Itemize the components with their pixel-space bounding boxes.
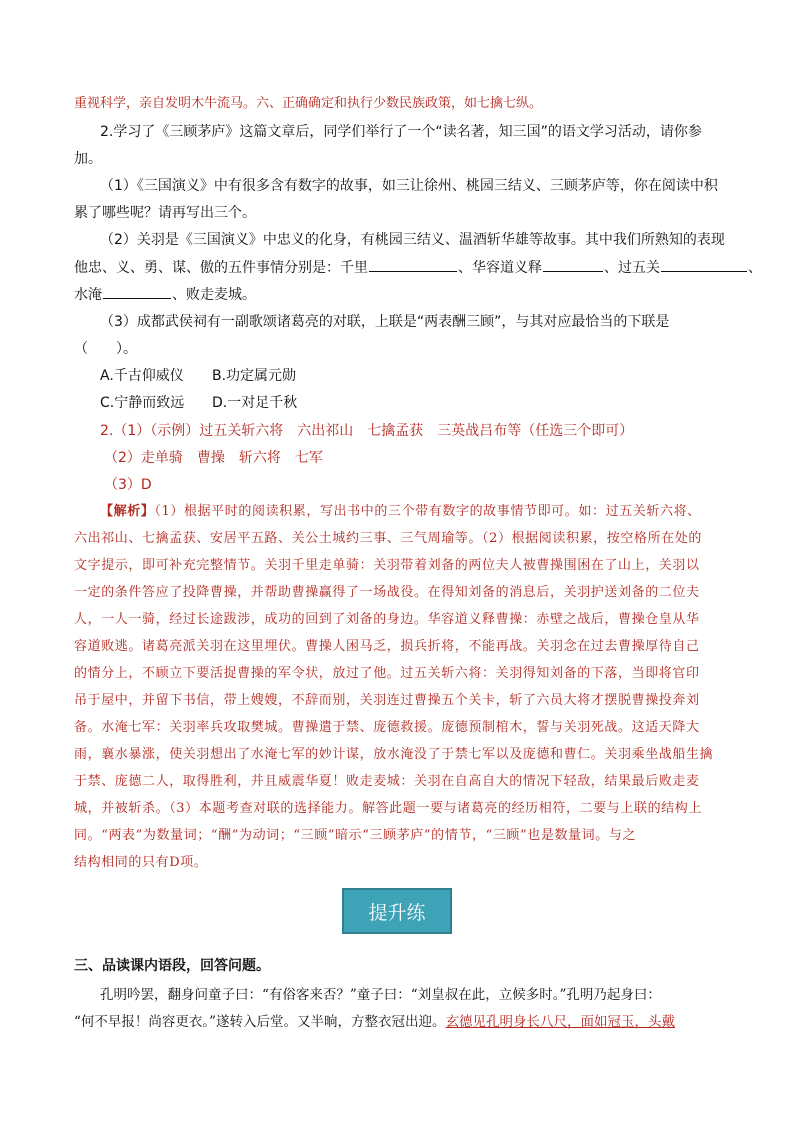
answer-blank-2[interactable] [543,257,603,272]
analysis-line-1 [100,502,701,521]
analysis-line: 于禁、庞德二人，取得胜利，并且威震华夏！败走麦城：关羽在自高自大的情况下轻敌，结果最后败走麦 [74,774,700,789]
q2-intro-line-1: 2.学习了《三顾茅庐》这篇文章后，同学们举行了一个“读名著，知三国”的语文学习活动，请你参 [100,124,702,140]
q2-part2-text-d: 水淹 [74,287,102,303]
q2-part2-text-a: 他忠、义、勇、谋、傲的五件事情分别是：千里 [74,260,368,276]
q2-intro-line-2: 加。 [74,151,102,167]
answer-line-2: （2）走单骑 曹操 斩六将 七军 [104,450,323,466]
q2-part2-text-e: 、败走麦城。 [172,287,256,303]
q2-part3-line-2: （ ）。 [74,341,137,357]
passage-text: “何不早报！尚容更衣。”遂转入后堂。又半晌，方整衣冠出迎。 [74,1014,446,1030]
analysis-line: 同。“两表”为数量词；“酬”为动词；“三顾”暗示“三顾茅庐”的情节，“三顾”也是数量词。与之 [74,828,637,843]
passage-line-1: 孔明吟罢，翻身问童子曰：“有俗客来否？”童子曰：“刘皇叔在此，立候多时。”孔明乃起身曰： [100,987,661,1003]
analysis-line: 吊于屋中，并留下书信，带上嫂嫂，不辞而别，关羽连过曹操五个关卡，斩了六员大将才摆脱曹操投奔刘 [74,693,700,708]
analysis-line: 一定的条件答应了投降曹操，并帮助曹操赢得了一场战役。在得知刘备的消息后，关羽护送刘备的二位夫 [74,585,700,600]
analysis-line: 六出祁山、七擒孟获、安居平五路、关公土城约三事、三气周瑜等。（2）根据阅读积累，按空格所在处的 [74,531,702,546]
q2-part2-text-c: 、过五关 [604,260,660,276]
analysis-line: 城，并被斩杀。（3）本题考查对联的选择能力。解答此题一要与诸葛亮的经历相符，二要与上联的结构上 [74,801,702,816]
analysis-line: 备。水淹七军：关羽率兵攻取樊城。曹操遣于禁、庞德救援。庞德预制棺木，誓与关羽死战。这适天降大 [74,720,700,735]
q2-part1-line-2: 累了哪些呢？请再写出三个。 [74,205,256,221]
q2-part2-line-2 [74,257,762,278]
section-3-title: 三、品读课内语段，回答问题。 [74,958,270,974]
analysis-text: （1）根据平时的阅读积累，写出书中的三个带有数字的故事情节即可。如：过五关斩六将、 [154,504,701,519]
option-b: B.功定属元勋 [212,368,297,384]
analysis-line: 雨，襄水暴涨，使关羽想出了水淹七军的妙计谋，放水淹没了于禁七军以及庞德和曹仁。关羽乘坐战船生擒 [74,747,714,762]
answer-blank-3[interactable] [661,257,747,272]
analysis-line: 人，一人一骑，经过长途跋涉，成功的回到了刘备的身边。华容道义释曹操：赤壁之战后，曹操仓皇从华 [74,612,700,627]
option-c: C.宁静而致远 [100,395,185,411]
analysis-line: 的情分上，不顾立下要活捉曹操的军令状，放过了他。过五关斩六将：关羽得知刘备的下落，当即将官印 [74,666,700,681]
q2-part2-line-1: （2）关羽是《三国演义》中忠义的化身，有桃园三结义、温酒斩华雄等故事。其中我们所熟知的表现 [100,232,725,248]
analysis-line: 文字提示，即可补充完整情节。关羽千里走单骑：关羽带着刘备的两位夫人被曹操围困在了山上，关羽以 [74,558,700,573]
analysis-line: 结构相同的只有D项。 [74,855,208,870]
q2-part3-line-1: （3）成都武侯祠有一副歌颂诸葛亮的对联，上联是“两表酬三顾”，与其对应最恰当的下联是 [100,314,670,330]
analysis-line: 容道败逃。诸葛亮派关羽在这里埋伏。曹操人困马乏，损兵折将，不能再战。关羽念在过去曹操厚待自己 [74,639,700,654]
passage-line-2 [74,1012,675,1032]
answer-line-1: 2.（1）（示例）过五关斩六将 六出祁山 七擒孟获 三英战吕布等（任选三个即可） [100,423,634,439]
option-a: A.千古仰威仪 [100,368,184,384]
answer-line-3: （3）D [104,477,152,493]
analysis-tag: 【解析】 [100,504,155,519]
q2-part2-line-3 [74,284,256,305]
q2-part2-comma: 、 [748,260,762,276]
answer-blank-1[interactable] [369,257,457,272]
q2-part1-line-1: （1）《三国演义》中有很多含有数字的故事，如三让徐州、桃园三结义、三顾茅庐等，你在阅读中积 [100,178,718,194]
top-line: 重视科学，亲自发明木牛流马。六、正确确定和执行少数民族政策，如七擒七纵。 [74,96,543,111]
option-d: D.一对足千秋 [212,395,298,411]
q2-part2-text-b: 、华容道义释 [458,260,542,276]
practice-section-button[interactable]: 提升练 [342,888,452,934]
passage-underlined-text: 玄德见孔明身长八尺，面如冠玉，头戴 [445,1014,676,1030]
answer-blank-4[interactable] [103,284,171,299]
